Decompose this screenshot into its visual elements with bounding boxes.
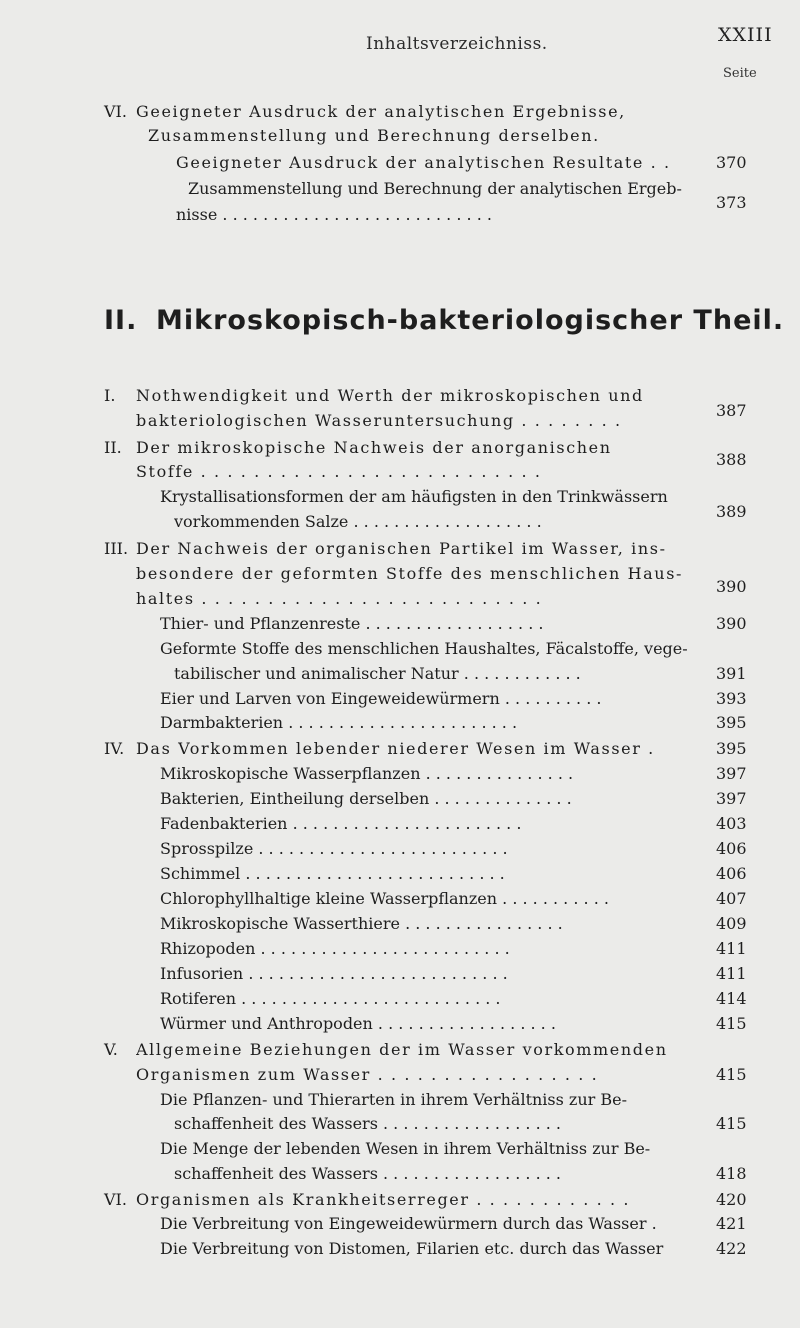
toc-page-number: 411	[716, 939, 747, 958]
toc-entry	[0, 1162, 800, 1186]
toc-entry-title: Zusammenstellung und Berechnung der analytischen Ergeb-	[188, 179, 682, 198]
toc-entry-title: Der Nachweis der organischen Partikel im Wasser, ins-	[136, 539, 667, 558]
toc-entry	[0, 737, 800, 761]
toc-entry-title: Die Verbreitung von Eingeweidewürmern durch das Wasser .	[160, 1214, 657, 1233]
toc-entry-number: III.	[104, 539, 129, 558]
toc-entry	[0, 1212, 800, 1236]
toc-entry	[0, 837, 800, 861]
toc-entry	[0, 577, 800, 611]
toc-page-number: 370	[716, 153, 747, 172]
toc-entry-number: II.	[104, 438, 122, 457]
toc-page-number: 422	[716, 1239, 747, 1258]
toc-page-number: 407	[716, 889, 747, 908]
toc-entry	[0, 100, 800, 124]
toc-entry	[0, 1137, 800, 1161]
toc-entry	[0, 562, 800, 586]
toc-entry	[0, 1237, 800, 1261]
toc-entry	[0, 401, 800, 433]
toc-entry	[0, 787, 800, 811]
toc-entry-title: Der mikroskopische Nachweis der anorganischen	[136, 438, 612, 457]
toc-entry-title: schaffenheit des Wassers . . . . . . . . . . . . . . . . . .	[174, 1164, 562, 1183]
section-title: Mikroskopisch-bakteriologischer Theil.	[156, 305, 785, 336]
toc-entry-title: Schimmel . . . . . . . . . . . . . . . . . . . . . . . . . .	[160, 864, 505, 883]
toc-page-number: 397	[716, 764, 747, 783]
toc-entry-title: Stoffe . . . . . . . . . . . . . . . . . . . . . . . . . .	[136, 462, 542, 481]
toc-page-number: 389	[716, 502, 747, 521]
toc-page-number: 391	[716, 664, 747, 683]
toc-entry-title: Die Menge der lebenden Wesen in ihrem Verhältniss zur Be-	[160, 1139, 651, 1158]
toc-entry-title: bakteriologischen Wasseruntersuchung . . . . . . . .	[136, 411, 622, 430]
toc-entry	[0, 177, 800, 201]
toc-entry	[0, 1088, 800, 1112]
toc-entry-number: V.	[104, 1040, 118, 1059]
toc-entry	[0, 812, 800, 836]
toc-entry	[0, 151, 800, 175]
toc-page-number: 397	[716, 789, 747, 808]
toc-entry-title: tabilischer und animalischer Natur . . . . . . . . . . . .	[174, 664, 581, 683]
toc-entry	[0, 962, 800, 986]
toc-entry-title: Darmbakterien . . . . . . . . . . . . . . . . . . . . . . .	[160, 713, 518, 732]
toc-entry-title: Infusorien . . . . . . . . . . . . . . . . . . . . . . . . . .	[160, 964, 508, 983]
toc-entry-number: VI.	[104, 1190, 127, 1209]
toc-entry	[0, 1012, 800, 1036]
toc-entry-title: haltes . . . . . . . . . . . . . . . . . . . . . . . . . .	[136, 589, 543, 608]
toc-entry-title: Mikroskopische Wasserthiere . . . . . . . . . . . . . . . .	[160, 914, 563, 933]
toc-page-number: 418	[716, 1164, 747, 1183]
toc-entry-title: Rotiferen . . . . . . . . . . . . . . . . . . . . . . . . . .	[160, 989, 501, 1008]
toc-entry	[0, 862, 800, 886]
toc-entry-title: Bakterien, Eintheilung derselben . . . . . . . . . . . . . .	[160, 789, 572, 808]
toc-entry-title: Organismen zum Wasser . . . . . . . . . . . . . . . . .	[136, 1065, 599, 1084]
toc-page-number: 390	[716, 577, 747, 596]
toc-entry-number: VI.	[104, 102, 127, 121]
toc-entry-title: Organismen als Krankheitserreger . . . . . . . . . . . .	[136, 1190, 631, 1209]
toc-page-number: 390	[716, 614, 747, 633]
seite-column-label: Seite	[723, 66, 757, 81]
toc-entry-number: IV.	[104, 739, 125, 758]
toc-entry	[0, 450, 800, 484]
toc-entry-title: Allgemeine Beziehungen der im Wasser vorkommenden	[136, 1040, 668, 1059]
toc-entry	[0, 502, 800, 534]
toc-entry	[0, 687, 800, 711]
section-number: II.	[104, 305, 138, 336]
toc-page-number: 395	[716, 739, 747, 758]
toc-entry	[0, 637, 800, 661]
toc-page-number: 409	[716, 914, 747, 933]
toc-page-number: 393	[716, 689, 747, 708]
toc-page-number: 411	[716, 964, 747, 983]
toc-entry-title: Nothwendigkeit und Werth der mikroskopischen und	[136, 386, 644, 405]
toc-entry-title: Fadenbakterien . . . . . . . . . . . . . . . . . . . . . . .	[160, 814, 522, 833]
toc-entry	[0, 612, 800, 636]
toc-entry-title: schaffenheit des Wassers . . . . . . . . . . . . . . . . . .	[174, 1114, 562, 1133]
toc-entry-title: Geeigneter Ausdruck der analytischen Ergebnisse,	[136, 102, 626, 121]
toc-page-number: 387	[716, 401, 747, 420]
toc-page-number: 406	[716, 839, 747, 858]
toc-entry	[0, 711, 800, 735]
toc-page-number: 403	[716, 814, 747, 833]
toc-entry-title: besondere der geformten Stoffe des menschlichen Haus-	[136, 564, 684, 583]
toc-entry	[0, 1063, 800, 1087]
toc-entry-title: Mikroskopische Wasserpflanzen . . . . . . . . . . . . . . .	[160, 764, 574, 783]
toc-entry-number: I.	[104, 386, 116, 405]
toc-entry-title: Sprosspilze . . . . . . . . . . . . . . . . . . . . . . . . .	[160, 839, 508, 858]
toc-entry-title: Das Vorkommen lebender niederer Wesen im Wasser .	[136, 739, 655, 758]
toc-entry-title: Chlorophyllhaltige kleine Wasserpflanzen . . . . . . . . . . .	[160, 889, 609, 908]
toc-entry-title: Die Verbreitung von Distomen, Filarien etc. durch das Wasser	[160, 1239, 664, 1258]
toc-entry-title: vorkommenden Salze . . . . . . . . . . . . . . . . . . .	[174, 512, 542, 531]
toc-entry	[0, 436, 800, 460]
toc-entry-title: Würmer und Anthropoden . . . . . . . . . . . . . . . . . .	[160, 1014, 556, 1033]
toc-page-number: 395	[716, 713, 747, 732]
toc-entry	[0, 1112, 800, 1136]
toc-entry-title: Krystallisationsformen der am häufigsten in den Trinkwässern	[160, 487, 668, 506]
toc-entry	[0, 887, 800, 911]
toc-page-number: 415	[716, 1114, 747, 1133]
page-folio: XXIII	[718, 24, 773, 46]
toc-entry-title: Thier- und Pflanzenreste . . . . . . . . . . . . . . . . . .	[160, 614, 544, 633]
toc-entry	[0, 1188, 800, 1212]
toc-entry-title: Rhizopoden . . . . . . . . . . . . . . . . . . . . . . . . .	[160, 939, 510, 958]
toc-entry-title: Geformte Stoffe des menschlichen Haushaltes, Fäcalstoffe, vege-	[160, 639, 688, 658]
toc-page-number: 406	[716, 864, 747, 883]
toc-entry	[0, 937, 800, 961]
toc-entry	[0, 762, 800, 786]
toc-entry	[0, 537, 800, 561]
toc-entry	[0, 485, 800, 509]
toc-page-number: 420	[716, 1190, 747, 1209]
toc-entry-title: nisse . . . . . . . . . . . . . . . . . . . . . . . . . . .	[176, 205, 492, 224]
toc-entry-title: Geeigneter Ausdruck der analytischen Resultate . .	[176, 153, 671, 172]
toc-page-number: 421	[716, 1214, 747, 1233]
toc-entry	[0, 124, 800, 148]
toc-page-number: 388	[716, 450, 747, 469]
toc-page-number: 415	[716, 1014, 747, 1033]
toc-entry	[0, 193, 800, 227]
toc-entry	[0, 662, 800, 686]
toc-entry-title: Eier und Larven von Eingeweidewürmern . . . . . . . . . .	[160, 689, 602, 708]
toc-page-number: 414	[716, 989, 747, 1008]
toc-entry-title: Zusammenstellung und Berechnung derselben.	[148, 126, 600, 145]
toc-entry	[0, 987, 800, 1011]
toc-entry	[0, 912, 800, 936]
toc-entry	[0, 1038, 800, 1062]
toc-page-number: 373	[716, 193, 747, 212]
toc-entry	[0, 384, 800, 408]
toc-page-number: 415	[716, 1065, 747, 1084]
running-head: Inhaltsverzeichniss.	[366, 34, 548, 54]
toc-entry-title: Die Pflanzen- und Thierarten in ihrem Verhältniss zur Be-	[160, 1090, 628, 1109]
